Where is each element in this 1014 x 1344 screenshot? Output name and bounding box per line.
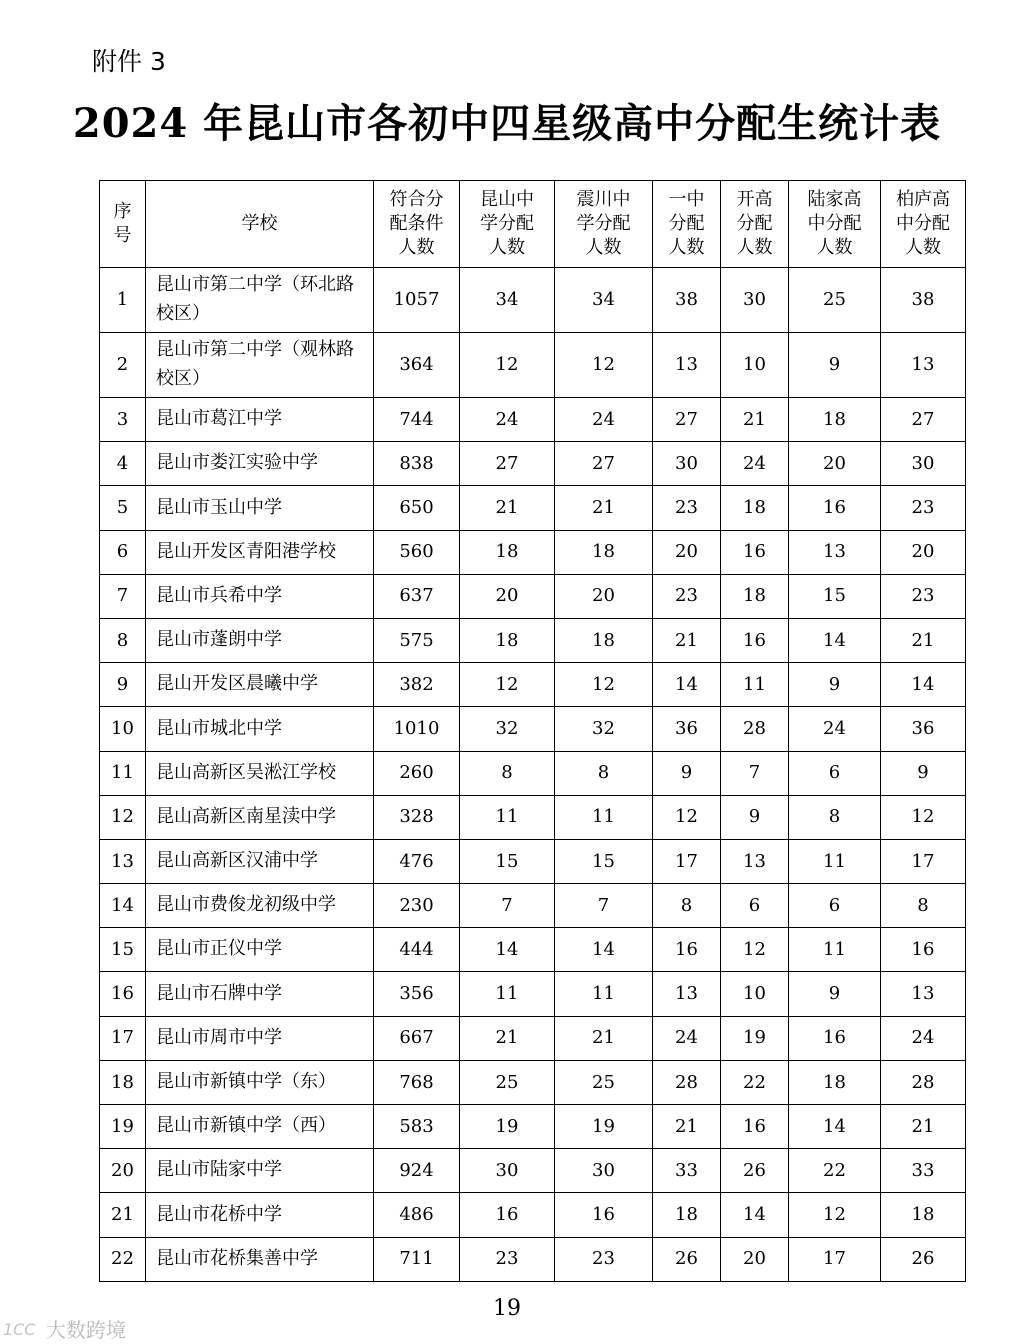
cell-col-kunshan: 18 — [460, 618, 555, 662]
cell-col-zhenchuan: 12 — [555, 663, 653, 707]
cell-col-kaigao: 26 — [721, 1149, 789, 1193]
cell-col-seq: 12 — [100, 795, 146, 839]
cell-col-bailu: 13 — [881, 972, 966, 1016]
cell-col-eligible: 486 — [374, 1193, 460, 1237]
cell-col-bailu: 23 — [881, 574, 966, 618]
page-title: 2024 年昆山市各初中四星级高中分配生统计表 — [72, 100, 942, 147]
cell-col-kaigao: 12 — [721, 928, 789, 972]
table-row — [100, 751, 966, 795]
cell-col-eligible: 637 — [374, 574, 460, 618]
cell-col-seq: 17 — [100, 1016, 146, 1060]
cell-col-seq: 13 — [100, 839, 146, 883]
cell-col-kunshan: 11 — [460, 972, 555, 1016]
table-row — [100, 707, 966, 751]
cell-col-school: 昆山市第二中学（观林路校区） — [146, 333, 374, 398]
cell-col-school: 昆山开发区晨曦中学 — [146, 663, 374, 707]
cell-col-kaigao: 21 — [721, 398, 789, 442]
cell-col-yizhong: 9 — [653, 751, 721, 795]
table-row — [100, 1193, 966, 1237]
cell-col-seq: 11 — [100, 751, 146, 795]
cell-col-school: 昆山市花桥集善中学 — [146, 1237, 374, 1281]
cell-col-seq: 18 — [100, 1060, 146, 1104]
cell-col-eligible: 575 — [374, 618, 460, 662]
cell-col-bailu: 23 — [881, 486, 966, 530]
cell-col-kaigao: 7 — [721, 751, 789, 795]
cell-col-kunshan: 7 — [460, 884, 555, 928]
cell-col-kaigao: 28 — [721, 707, 789, 751]
cell-col-lujia: 6 — [789, 751, 881, 795]
cell-col-bailu: 17 — [881, 839, 966, 883]
cell-col-school: 昆山市兵希中学 — [146, 574, 374, 618]
cell-col-zhenchuan: 30 — [555, 1149, 653, 1193]
cell-col-eligible: 583 — [374, 1105, 460, 1149]
cell-col-bailu: 13 — [881, 333, 966, 398]
cell-col-yizhong: 20 — [653, 530, 721, 574]
cell-col-kaigao: 22 — [721, 1060, 789, 1104]
table-row — [100, 618, 966, 662]
cell-col-eligible: 560 — [374, 530, 460, 574]
cell-col-yizhong: 24 — [653, 1016, 721, 1060]
cell-col-yizhong: 21 — [653, 1105, 721, 1149]
cell-col-kunshan: 12 — [460, 333, 555, 398]
header-col-yizhong: 一中 分配 人数 — [653, 181, 721, 268]
table-row — [100, 1060, 966, 1104]
cell-col-zhenchuan: 23 — [555, 1237, 653, 1281]
table-row — [100, 530, 966, 574]
cell-col-zhenchuan: 21 — [555, 486, 653, 530]
cell-col-yizhong: 8 — [653, 884, 721, 928]
cell-col-eligible: 711 — [374, 1237, 460, 1281]
cell-col-kunshan: 16 — [460, 1193, 555, 1237]
cell-col-kaigao: 10 — [721, 972, 789, 1016]
cell-col-kaigao: 16 — [721, 1105, 789, 1149]
cell-col-kunshan: 18 — [460, 530, 555, 574]
cell-col-yizhong: 12 — [653, 795, 721, 839]
cell-col-zhenchuan: 25 — [555, 1060, 653, 1104]
cell-col-eligible: 444 — [374, 928, 460, 972]
cell-col-bailu: 18 — [881, 1193, 966, 1237]
cell-col-school: 昆山市周市中学 — [146, 1016, 374, 1060]
cell-col-kunshan: 20 — [460, 574, 555, 618]
cell-col-school: 昆山市葛江中学 — [146, 398, 374, 442]
table-row — [100, 795, 966, 839]
cell-col-eligible: 667 — [374, 1016, 460, 1060]
table-row — [100, 442, 966, 486]
cell-col-seq: 15 — [100, 928, 146, 972]
cell-col-lujia: 15 — [789, 574, 881, 618]
cell-col-seq: 20 — [100, 1149, 146, 1193]
cell-col-eligible: 650 — [374, 486, 460, 530]
header-col-zhenchuan: 震川中 学分配 人数 — [555, 181, 653, 268]
cell-col-lujia: 18 — [789, 1060, 881, 1104]
cell-col-zhenchuan: 14 — [555, 928, 653, 972]
cell-col-bailu: 20 — [881, 530, 966, 574]
cell-col-zhenchuan: 8 — [555, 751, 653, 795]
cell-col-lujia: 12 — [789, 1193, 881, 1237]
table-body — [100, 268, 966, 1282]
cell-col-seq: 1 — [100, 268, 146, 333]
cell-col-school: 昆山高新区汉浦中学 — [146, 839, 374, 883]
cell-col-bailu: 24 — [881, 1016, 966, 1060]
cell-col-zhenchuan: 7 — [555, 884, 653, 928]
table-row — [100, 839, 966, 883]
cell-col-seq: 14 — [100, 884, 146, 928]
cell-col-seq: 6 — [100, 530, 146, 574]
cell-col-kaigao: 18 — [721, 486, 789, 530]
cell-col-yizhong: 33 — [653, 1149, 721, 1193]
cell-col-kaigao: 20 — [721, 1237, 789, 1281]
cell-col-kaigao: 18 — [721, 574, 789, 618]
header-col-eligible: 符合分 配条件 人数 — [374, 181, 460, 268]
cell-col-eligible: 924 — [374, 1149, 460, 1193]
cell-col-school: 昆山市城北中学 — [146, 707, 374, 751]
cell-col-school: 昆山市第二中学（环北路校区） — [146, 268, 374, 333]
cell-col-kaigao: 30 — [721, 268, 789, 333]
table-row — [100, 884, 966, 928]
table-row — [100, 1237, 966, 1281]
cell-col-bailu: 36 — [881, 707, 966, 751]
cell-col-seq: 3 — [100, 398, 146, 442]
header-col-lujia: 陆家高 中分配 人数 — [789, 181, 881, 268]
cell-col-lujia: 24 — [789, 707, 881, 751]
cell-col-yizhong: 13 — [653, 333, 721, 398]
cell-col-yizhong: 28 — [653, 1060, 721, 1104]
header-col-kunshan: 昆山中 学分配 人数 — [460, 181, 555, 268]
cell-col-school: 昆山市花桥中学 — [146, 1193, 374, 1237]
cell-col-school: 昆山市石牌中学 — [146, 972, 374, 1016]
cell-col-school: 昆山市蓬朗中学 — [146, 618, 374, 662]
cell-col-bailu: 28 — [881, 1060, 966, 1104]
cell-col-kaigao: 14 — [721, 1193, 789, 1237]
cell-col-yizhong: 17 — [653, 839, 721, 883]
cell-col-lujia: 20 — [789, 442, 881, 486]
table-row — [100, 268, 966, 333]
cell-col-seq: 2 — [100, 333, 146, 398]
cell-col-kunshan: 21 — [460, 1016, 555, 1060]
cell-col-kunshan: 34 — [460, 268, 555, 333]
cell-col-kunshan: 30 — [460, 1149, 555, 1193]
cell-col-school: 昆山开发区青阳港学校 — [146, 530, 374, 574]
cell-col-zhenchuan: 34 — [555, 268, 653, 333]
cell-col-yizhong: 23 — [653, 574, 721, 618]
cell-col-bailu: 12 — [881, 795, 966, 839]
header-col-school: 学校 — [146, 181, 374, 268]
cell-col-bailu: 38 — [881, 268, 966, 333]
table-row — [100, 1149, 966, 1193]
cell-col-bailu: 9 — [881, 751, 966, 795]
table-row — [100, 663, 966, 707]
header-col-bailu: 柏庐高 中分配 人数 — [881, 181, 966, 268]
cell-col-bailu: 30 — [881, 442, 966, 486]
cell-col-lujia: 14 — [789, 1105, 881, 1149]
cell-col-lujia: 6 — [789, 884, 881, 928]
cell-col-school: 昆山市费俊龙初级中学 — [146, 884, 374, 928]
cell-col-kaigao: 19 — [721, 1016, 789, 1060]
allocation-table — [99, 180, 966, 1282]
cell-col-zhenchuan: 19 — [555, 1105, 653, 1149]
cell-col-lujia: 9 — [789, 972, 881, 1016]
watermark-logo-icon — [2, 1317, 42, 1341]
cell-col-eligible: 230 — [374, 884, 460, 928]
cell-col-seq: 4 — [100, 442, 146, 486]
cell-col-lujia: 18 — [789, 398, 881, 442]
cell-col-seq: 5 — [100, 486, 146, 530]
table-row — [100, 574, 966, 618]
cell-col-yizhong: 21 — [653, 618, 721, 662]
cell-col-school: 昆山市娄江实验中学 — [146, 442, 374, 486]
cell-col-bailu: 21 — [881, 1105, 966, 1149]
cell-col-lujia: 25 — [789, 268, 881, 333]
cell-col-yizhong: 30 — [653, 442, 721, 486]
cell-col-kunshan: 32 — [460, 707, 555, 751]
table-row — [100, 486, 966, 530]
watermark-logo-text: 1CC — [3, 1319, 36, 1339]
cell-col-kaigao: 9 — [721, 795, 789, 839]
cell-col-seq: 10 — [100, 707, 146, 751]
cell-col-yizhong: 27 — [653, 398, 721, 442]
cell-col-yizhong: 36 — [653, 707, 721, 751]
cell-col-zhenchuan: 18 — [555, 530, 653, 574]
cell-col-lujia: 14 — [789, 618, 881, 662]
cell-col-kunshan: 21 — [460, 486, 555, 530]
cell-col-eligible: 364 — [374, 333, 460, 398]
cell-col-eligible: 838 — [374, 442, 460, 486]
page-number: 19 — [493, 1296, 521, 1321]
cell-col-kunshan: 15 — [460, 839, 555, 883]
cell-col-school: 昆山市新镇中学（东） — [146, 1060, 374, 1104]
cell-col-kunshan: 23 — [460, 1237, 555, 1281]
cell-col-lujia: 16 — [789, 486, 881, 530]
cell-col-yizhong: 13 — [653, 972, 721, 1016]
cell-col-kunshan: 11 — [460, 795, 555, 839]
header-col-kaigao: 开高 分配 人数 — [721, 181, 789, 268]
cell-col-bailu: 8 — [881, 884, 966, 928]
table-row — [100, 1016, 966, 1060]
cell-col-bailu: 16 — [881, 928, 966, 972]
cell-col-seq: 9 — [100, 663, 146, 707]
cell-col-yizhong: 23 — [653, 486, 721, 530]
cell-col-lujia: 17 — [789, 1237, 881, 1281]
cell-col-kaigao: 10 — [721, 333, 789, 398]
attachment-label: 附件 3 — [92, 47, 166, 76]
cell-col-eligible: 768 — [374, 1060, 460, 1104]
table-row — [100, 972, 966, 1016]
cell-col-lujia: 22 — [789, 1149, 881, 1193]
cell-col-seq: 22 — [100, 1237, 146, 1281]
cell-col-yizhong: 16 — [653, 928, 721, 972]
table-header-row — [100, 181, 966, 268]
cell-col-lujia: 8 — [789, 795, 881, 839]
cell-col-kunshan: 24 — [460, 398, 555, 442]
table-row — [100, 1105, 966, 1149]
cell-col-seq: 16 — [100, 972, 146, 1016]
cell-col-kaigao: 16 — [721, 618, 789, 662]
header-col-seq: 序 号 — [100, 181, 146, 268]
cell-col-lujia: 9 — [789, 333, 881, 398]
cell-col-zhenchuan: 18 — [555, 618, 653, 662]
cell-col-bailu: 33 — [881, 1149, 966, 1193]
cell-col-school: 昆山高新区吴淞江学校 — [146, 751, 374, 795]
cell-col-yizhong: 38 — [653, 268, 721, 333]
cell-col-kunshan: 19 — [460, 1105, 555, 1149]
watermark-text: 大数跨境 — [46, 1318, 126, 1342]
cell-col-zhenchuan: 11 — [555, 795, 653, 839]
cell-col-lujia: 13 — [789, 530, 881, 574]
cell-col-zhenchuan: 16 — [555, 1193, 653, 1237]
cell-col-seq: 19 — [100, 1105, 146, 1149]
cell-col-lujia: 9 — [789, 663, 881, 707]
cell-col-kunshan: 8 — [460, 751, 555, 795]
cell-col-bailu: 26 — [881, 1237, 966, 1281]
cell-col-kunshan: 14 — [460, 928, 555, 972]
cell-col-kunshan: 25 — [460, 1060, 555, 1104]
table-row — [100, 333, 966, 398]
cell-col-bailu: 27 — [881, 398, 966, 442]
cell-col-eligible: 744 — [374, 398, 460, 442]
cell-col-zhenchuan: 27 — [555, 442, 653, 486]
cell-col-lujia: 11 — [789, 839, 881, 883]
cell-col-bailu: 14 — [881, 663, 966, 707]
cell-col-zhenchuan: 11 — [555, 972, 653, 1016]
cell-col-kaigao: 24 — [721, 442, 789, 486]
cell-col-kunshan: 27 — [460, 442, 555, 486]
cell-col-school: 昆山市玉山中学 — [146, 486, 374, 530]
cell-col-zhenchuan: 24 — [555, 398, 653, 442]
cell-col-eligible: 328 — [374, 795, 460, 839]
cell-col-eligible: 382 — [374, 663, 460, 707]
watermark — [2, 1314, 126, 1343]
cell-col-lujia: 11 — [789, 928, 881, 972]
cell-col-eligible: 1057 — [374, 268, 460, 333]
cell-col-lujia: 16 — [789, 1016, 881, 1060]
cell-col-kaigao: 6 — [721, 884, 789, 928]
cell-col-seq: 21 — [100, 1193, 146, 1237]
cell-col-bailu: 21 — [881, 618, 966, 662]
cell-col-kaigao: 13 — [721, 839, 789, 883]
cell-col-yizhong: 26 — [653, 1237, 721, 1281]
cell-col-kaigao: 16 — [721, 530, 789, 574]
cell-col-zhenchuan: 32 — [555, 707, 653, 751]
cell-col-yizhong: 18 — [653, 1193, 721, 1237]
cell-col-eligible: 1010 — [374, 707, 460, 751]
cell-col-kunshan: 12 — [460, 663, 555, 707]
cell-col-zhenchuan: 20 — [555, 574, 653, 618]
table-row — [100, 928, 966, 972]
cell-col-zhenchuan: 15 — [555, 839, 653, 883]
cell-col-seq: 7 — [100, 574, 146, 618]
cell-col-eligible: 356 — [374, 972, 460, 1016]
cell-col-school: 昆山市正仪中学 — [146, 928, 374, 972]
cell-col-yizhong: 14 — [653, 663, 721, 707]
cell-col-school: 昆山市陆家中学 — [146, 1149, 374, 1193]
cell-col-kaigao: 11 — [721, 663, 789, 707]
cell-col-seq: 8 — [100, 618, 146, 662]
cell-col-zhenchuan: 12 — [555, 333, 653, 398]
cell-col-eligible: 476 — [374, 839, 460, 883]
table-row — [100, 398, 966, 442]
cell-col-school: 昆山高新区南星渎中学 — [146, 795, 374, 839]
cell-col-school: 昆山市新镇中学（西） — [146, 1105, 374, 1149]
cell-col-eligible: 260 — [374, 751, 460, 795]
cell-col-zhenchuan: 21 — [555, 1016, 653, 1060]
